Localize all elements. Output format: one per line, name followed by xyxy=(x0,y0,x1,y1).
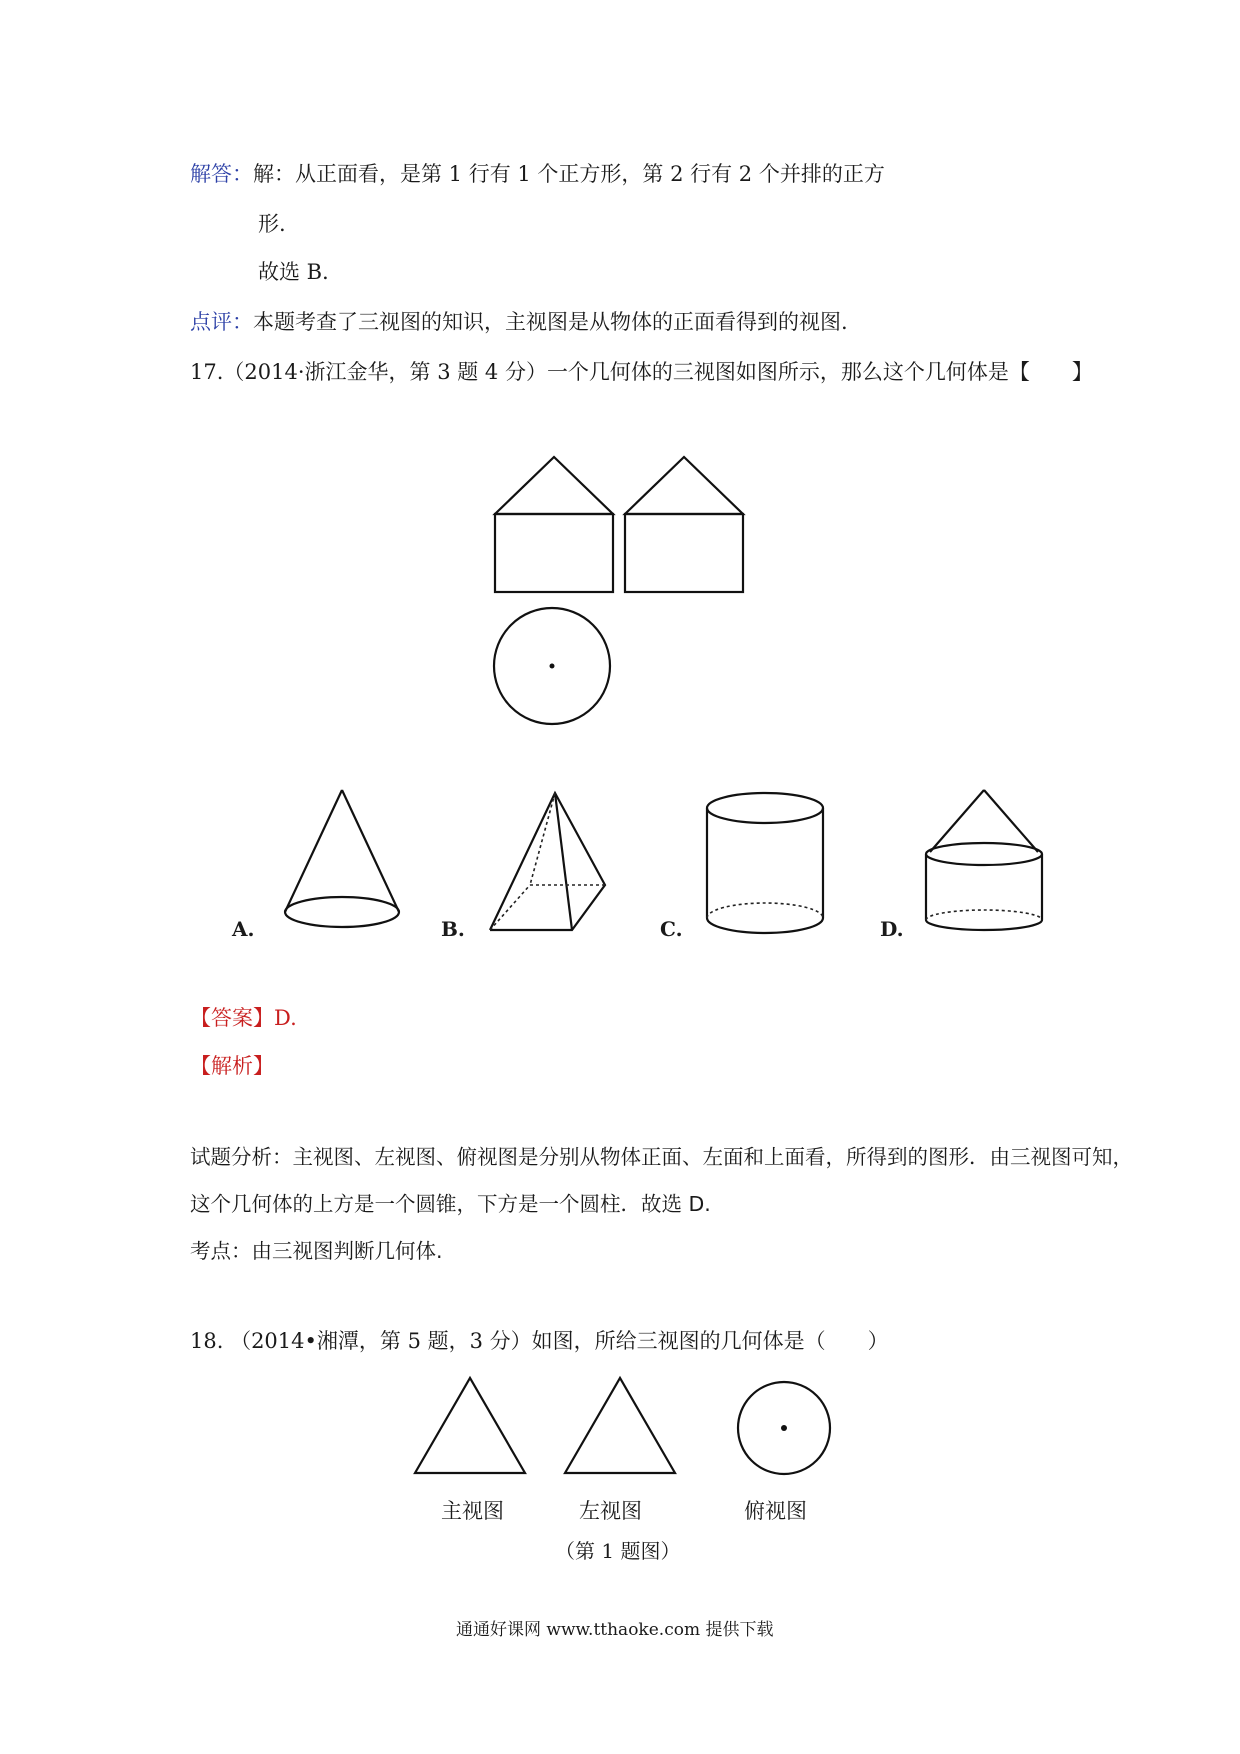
solution-label: 解答： xyxy=(190,162,253,186)
answer-value: D. xyxy=(274,1006,297,1030)
option-b-label: B. xyxy=(441,917,465,941)
q18-top-view-label: 俯视图 xyxy=(744,1499,807,1523)
q18-figure-caption: （第 1 题图） xyxy=(555,1539,681,1563)
solution-line-2: 形. xyxy=(258,212,286,236)
analysis-line-1: 试题分析：主视图、左视图、俯视图是分别从物体正面、左面和上面看，所得到的图形．由三视图可知， xyxy=(190,1145,1133,1169)
answer-label: 【答案】 xyxy=(190,1006,274,1030)
solution-text-1: 解：从正面看，是第 1 行有 1 个正方形，第 2 行有 2 个并排的正方 xyxy=(253,162,885,186)
comment-text: 本题考查了三视图的知识，主视图是从物体的正面看得到的视图. xyxy=(253,310,848,334)
solution-line-3: 故选 B． xyxy=(258,260,344,284)
q18-front-view-triangle xyxy=(415,1378,525,1473)
q18-stem: 18. （2014•湘潭，第 5 题，3 分）如图，所给三视图的几何体是（ ） xyxy=(190,1329,889,1353)
q18-top-view-center-dot xyxy=(781,1425,787,1431)
option-c-label: C. xyxy=(660,917,683,941)
q18-left-view-label: 左视图 xyxy=(579,1499,642,1523)
q17-stem: 17.（2014·浙江金华，第 3 题 4 分）一个几何体的三视图如图所示，那么这个几何体是【 】 xyxy=(190,360,1093,384)
option-a-label: A. xyxy=(232,917,255,941)
option-d-label: D. xyxy=(880,917,904,941)
q18-front-view-label: 主视图 xyxy=(441,1499,504,1523)
comment-label: 点评： xyxy=(190,310,253,334)
analysis-label: 【解析】 xyxy=(190,1054,274,1078)
footer-text: 通通好课网 www.tthaoke.com 提供下载 xyxy=(456,1620,774,1640)
q18-left-view-triangle xyxy=(565,1378,675,1473)
kaodian-line: 考点：由三视图判断几何体. xyxy=(190,1239,443,1263)
analysis-line-2: 这个几何体的上方是一个圆锥，下方是一个圆柱．故选 D. xyxy=(190,1192,711,1216)
